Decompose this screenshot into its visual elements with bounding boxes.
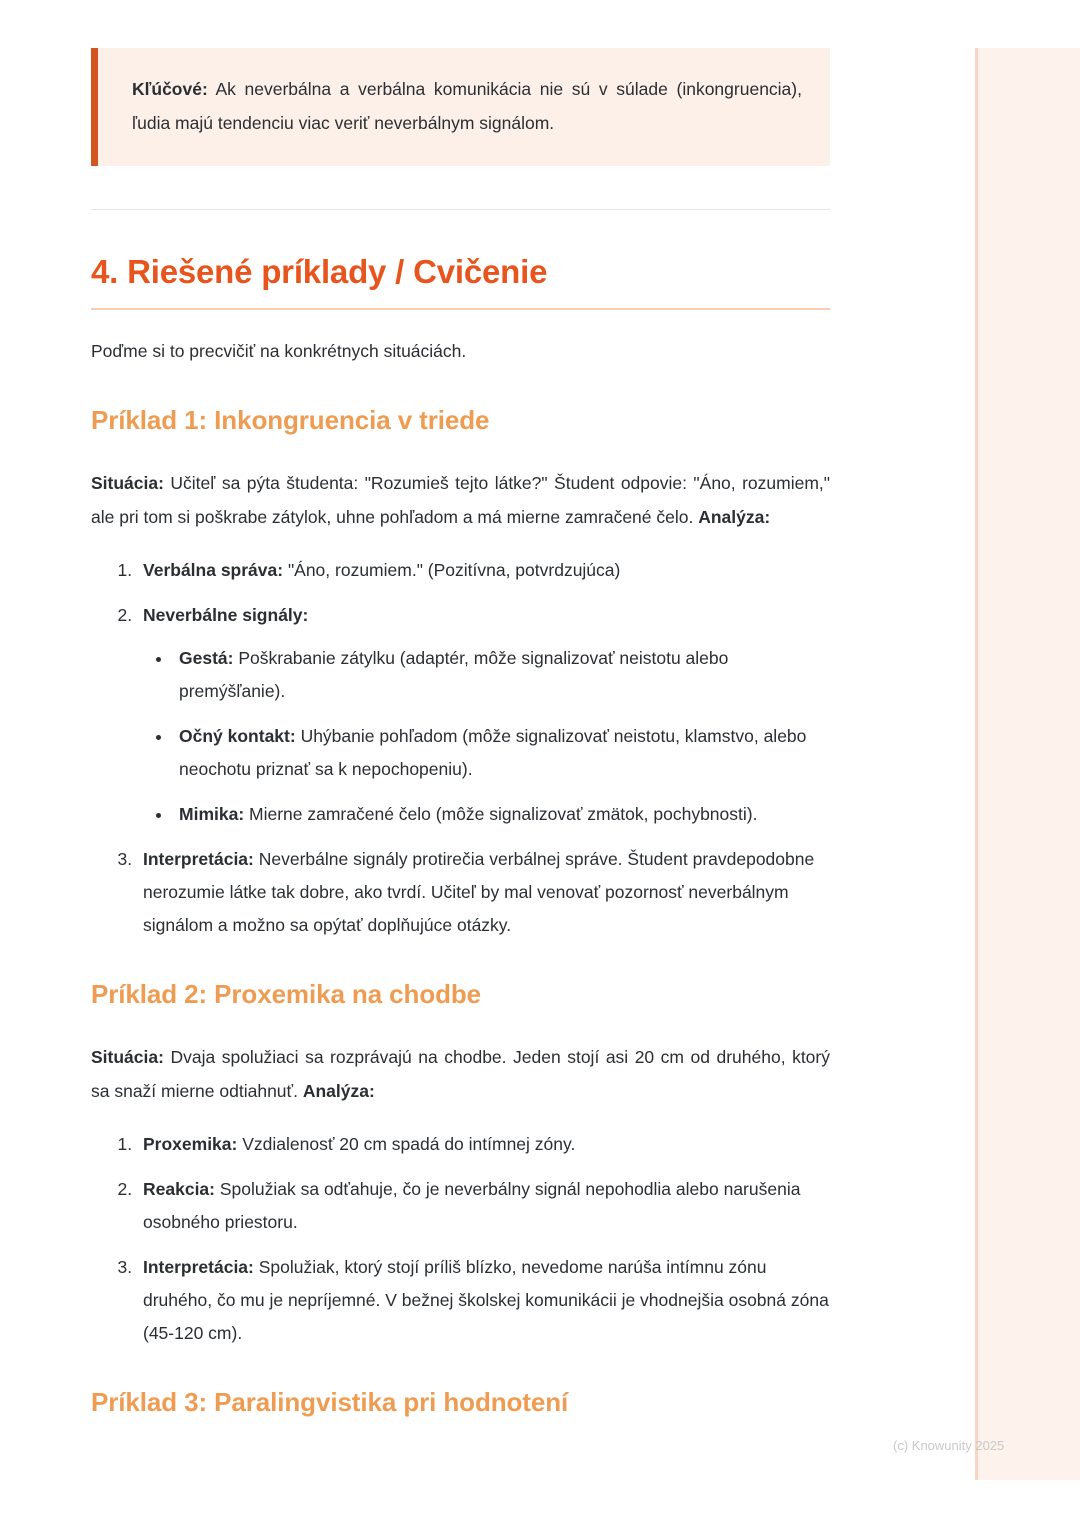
callout-text: Ak neverbálna a verbálna komunikácia nie sú v súlade (inkongruencia), ľudia majú tendenciu viac veriť neverbálnym signálom. (132, 79, 802, 133)
step-label: Verbálna správa: (143, 560, 284, 580)
decorative-side-strip (975, 48, 1080, 1480)
list-item (137, 1128, 830, 1161)
analysis-label: Analýza: (302, 1081, 375, 1101)
list-item (173, 720, 830, 786)
callout-paragraph (132, 72, 802, 140)
example-3-heading: Príklad 3: Paralingvistika pri hodnotení (91, 1387, 569, 1417)
example-2-situation (91, 1040, 830, 1108)
section-heading-underline (91, 308, 830, 310)
step-text: Vzdialenosť 20 cm spadá do intímnej zóny. (237, 1134, 576, 1154)
example-2-steps (91, 1128, 830, 1350)
list-item (173, 798, 830, 831)
step-label: Reakcia: (143, 1179, 215, 1199)
section-heading: 4. Riešené príklady / Cvičenie (91, 253, 548, 290)
list-item (137, 599, 830, 831)
copyright-watermark: (c) Knowunity 2025 (893, 1438, 1005, 1453)
step-text: Neverbálne signály protirečia verbálnej správe. Študent pravdepodobne nerozumie látke tak dobre, ako tvrdí. Učiteľ by mal venovať pozornosť neverbálnym signálom a možno sa opýtať doplňujúce otázky. (143, 849, 815, 935)
substep-text: Uhýbanie pohľadom (môže signalizovať neistotu, klamstvo, alebo neochotu priznať sa k nepochopeniu). (179, 726, 807, 779)
situation-text: Dvaja spolužiaci sa rozprávajú na chodbe. Jeden stojí asi 20 cm od druhého, ktorý sa snaží mierne odtiahnuť. (91, 1047, 830, 1101)
list-item (137, 1173, 830, 1239)
example-1-situation (91, 466, 830, 534)
key-callout (91, 48, 830, 166)
example-2-heading: Príklad 2: Proxemika na chodbe (91, 979, 482, 1009)
list-item (137, 554, 830, 587)
example-1-steps (91, 554, 830, 942)
step-label: Proxemika: (143, 1134, 238, 1154)
example-1-substeps (143, 642, 830, 831)
substep-label: Gestá: (179, 648, 234, 668)
section-divider (91, 209, 830, 210)
substep-label: Mimika: (179, 804, 245, 824)
analysis-label: Analýza: (698, 507, 771, 527)
step-text: Spolužiak, ktorý stojí príliš blízko, nevedome narúša intímnu zónu druhého, čo mu je nepríjemné. V bežnej školskej komunikácii je vhodnejšia osobná zóna (45-120 cm). (143, 1257, 829, 1343)
step-label: Interpretácia: (143, 1257, 254, 1277)
list-item (173, 642, 830, 708)
substep-label: Očný kontakt: (179, 726, 296, 746)
example-1-heading: Príklad 1: Inkongruencia v triede (91, 405, 490, 435)
list-item (137, 1251, 830, 1350)
section-intro-paragraph: Poďme si to precvičiť na konkrétnych situáciách. (91, 341, 467, 361)
list-item (137, 843, 830, 942)
situation-label: Situácia: (91, 1047, 164, 1067)
situation-text: Učiteľ sa pýta študenta: "Rozumieš tejto látke?" Študent odpovie: "Áno, rozumiem," ale pri tom si poškrabe zátylok, uhne pohľadom a má mierne zamračené čelo. (91, 473, 830, 527)
step-text: Spolužiak sa odťahuje, čo je neverbálny signál nepohodlia alebo narušenia osobného priestoru. (143, 1179, 801, 1232)
callout-label: Kľúčové: (132, 79, 208, 99)
step-label: Neverbálne signály: (143, 605, 309, 625)
step-text: "Áno, rozumiem." (Pozitívna, potvrdzujúca) (283, 560, 621, 580)
substep-text: Poškrabanie zátylku (adaptér, môže signalizovať neistotu alebo premýšľanie). (179, 648, 729, 701)
step-label: Interpretácia: (143, 849, 254, 869)
substep-text: Mierne zamračené čelo (môže signalizovať zmätok, pochybnosti). (244, 804, 758, 824)
situation-label: Situácia: (91, 473, 164, 493)
